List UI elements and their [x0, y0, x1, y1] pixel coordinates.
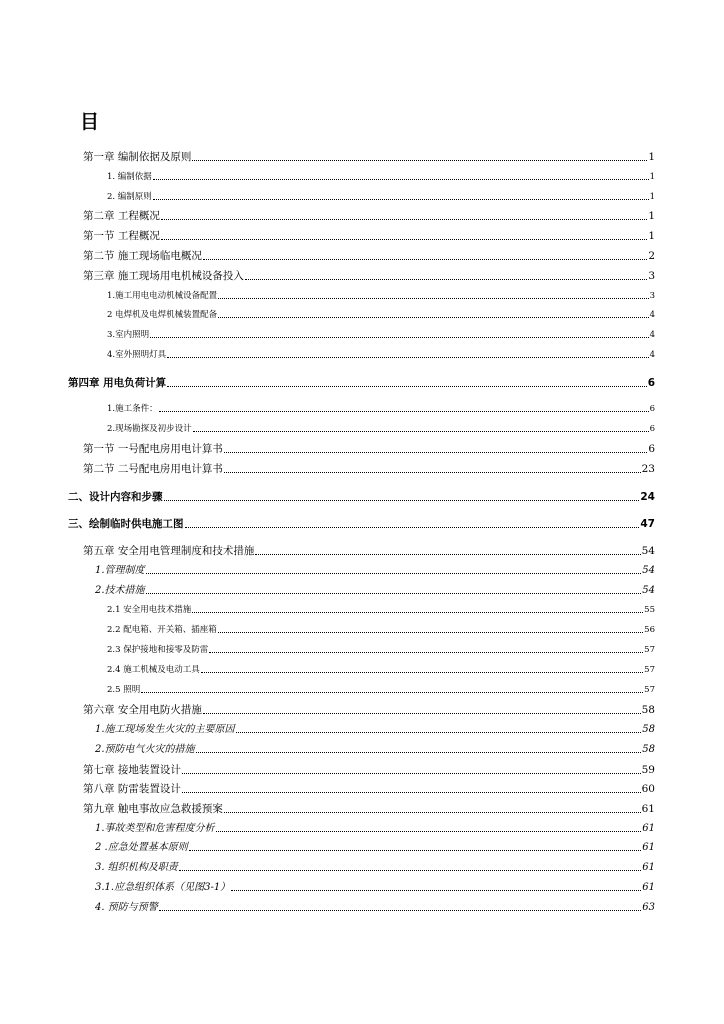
toc-entry[interactable]: 三、绘制临时供电施工图 47 — [68, 518, 655, 530]
toc-entry[interactable]: 2. 编制原则 1 — [107, 192, 655, 202]
toc-entry[interactable]: 第四章 用电负荷计算 6 — [68, 377, 655, 389]
toc-entry[interactable]: 2.5 照明 57 — [107, 685, 655, 695]
toc-entry[interactable]: 二、设计内容和步骤 24 — [68, 491, 655, 503]
toc-entry[interactable]: 第二章 工程概况 1 — [83, 210, 655, 222]
toc-entry[interactable]: 2 .应急处置基本原则 61 — [95, 842, 655, 853]
toc-entry[interactable]: 第七章 接地装置设计 59 — [83, 764, 655, 776]
page-title: 目 — [80, 111, 100, 133]
toc-entry[interactable]: 第二节 施工现场临电概况 2 — [83, 250, 655, 262]
toc-entry[interactable]: 1. 编制依据 1 — [107, 172, 655, 182]
toc-entry[interactable]: 第五章 安全用电管理制度和技术措施 54 — [83, 545, 655, 557]
toc-entry[interactable]: 第一节 一号配电房用电计算书 6 — [83, 443, 655, 455]
toc-entry[interactable]: 3. 组织机构及职责 61 — [95, 862, 655, 873]
toc-entry[interactable]: 2 电焊机及电焊机械装置配备 4 — [107, 310, 655, 320]
toc-entry[interactable]: 1.管理制度 54 — [95, 565, 655, 576]
toc-entry[interactable]: 2.3 保护接地和接零及防雷 57 — [107, 645, 655, 655]
toc-entry[interactable]: 第六章 安全用电防火措施 58 — [83, 704, 655, 716]
toc-entry[interactable]: 4.室外照明灯具 4 — [107, 350, 655, 360]
toc-entry[interactable]: 3.1.应急组织体系（见图3-1） 61 — [95, 882, 655, 893]
toc-entry[interactable]: 1.事故类型和危害程度分析 61 — [95, 823, 655, 834]
toc-entry[interactable]: 第九章 触电事故应急救援预案 61 — [83, 803, 655, 815]
toc-entry[interactable]: 第一章 编制依据及原则 1 — [83, 151, 655, 163]
toc-entry[interactable]: 2.预防电气火灾的措施 58 — [95, 744, 655, 755]
toc-entry[interactable]: 1.施工用电电动机械设备配置 3 — [107, 291, 655, 301]
toc-entry[interactable]: 2.现场勘探及初步设计 6 — [107, 424, 655, 434]
toc-entry[interactable]: 2.1 安全用电技术措施 55 — [107, 605, 655, 615]
toc-entry[interactable]: 第一节 工程概况 1 — [83, 230, 655, 242]
toc-entry[interactable]: 1.施工现场发生火灾的主要原因 58 — [95, 724, 655, 735]
toc-entry[interactable]: 2.4 施工机械及电动工具 57 — [107, 665, 655, 675]
toc-entry[interactable]: 3.室内照明 4 — [107, 330, 655, 340]
toc-entry[interactable]: 2.技术措施 54 — [95, 585, 655, 596]
toc-entry[interactable]: 第三章 施工现场用电机械设备投入 3 — [83, 270, 655, 282]
toc-entry[interactable]: 1.施工条件： 6 — [107, 404, 655, 414]
toc-entry[interactable]: 4. 预防与预警 63 — [95, 902, 655, 913]
toc-entry[interactable]: 第二节 二号配电房用电计算书 23 — [83, 463, 655, 475]
toc-entry[interactable]: 2.2 配电箱、开关箱、插座箱 56 — [107, 625, 655, 635]
toc-entry[interactable]: 第八章 防雷装置设计 60 — [83, 783, 655, 795]
